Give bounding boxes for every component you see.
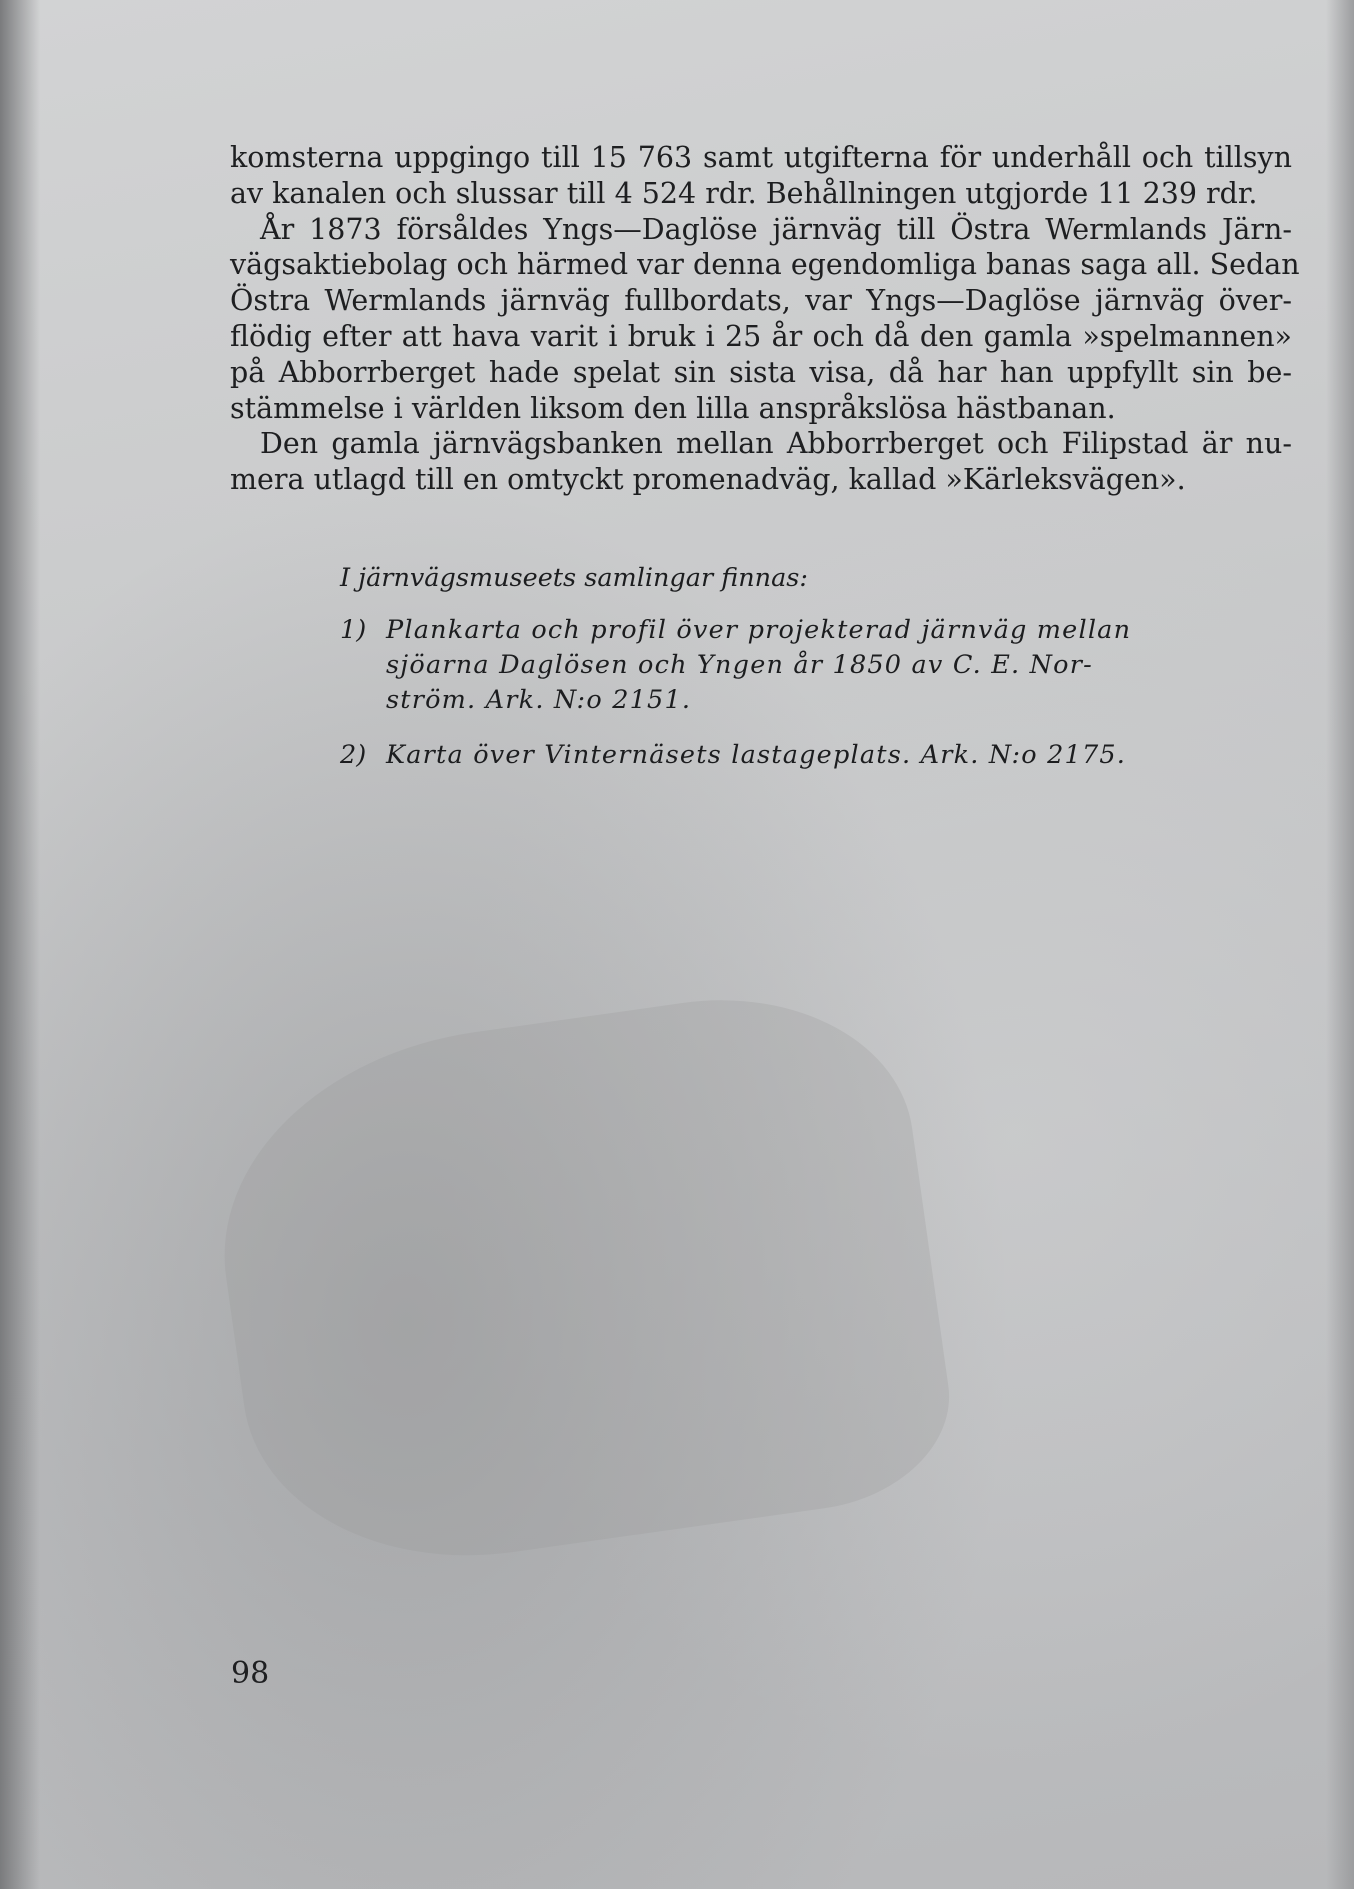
- text-line: vägsaktiebolag och härmed var denna egendomliga banas saga all. Sedan: [230, 248, 1300, 282]
- text-line: stämmelse i världen liksom den lilla anspråkslösa hästbanan.: [230, 391, 1116, 425]
- photo-shadow: [197, 974, 963, 1586]
- item-text: [386, 738, 1126, 773]
- item-number: 1): [340, 615, 367, 645]
- item-number: 2): [340, 740, 367, 770]
- paragraph-3: [230, 426, 1292, 498]
- page-number: 98: [231, 1656, 270, 1691]
- text-line: mera utlagd till en omtyckt promenadväg, kallad »Kärleksvägen».: [230, 463, 1186, 497]
- collections-heading: I järnvägsmuseets samlingar finnas:: [340, 563, 808, 593]
- text-line: År 1873 försåldes Yngs—Daglöse järnväg till Östra Wermlands Järn-: [260, 212, 1292, 246]
- item-text: [386, 613, 1131, 718]
- page-shadow-left: [0, 0, 40, 1889]
- text-line: Östra Wermlands järnväg fullbordats, var Yngs—Daglöse järnväg över-: [230, 284, 1292, 318]
- text-line: Den gamla järnvägsbanken mellan Abborrberget och Filipstad är nu-: [260, 427, 1292, 461]
- item-line: Karta över Vinternäsets lastageplats. Ark. N:o 2175.: [386, 740, 1127, 770]
- item-line: sjöarna Daglösen och Yngen år 1850 av C. E. Nor-: [386, 650, 1093, 680]
- page-shadow-right: [1326, 0, 1354, 1889]
- text-line: på Abborrberget hade spelat sin sista visa, då har han uppfyllt sin be-: [230, 355, 1292, 389]
- body-text: [230, 140, 1300, 498]
- collection-item-1: [340, 613, 1140, 718]
- collection-item-2: [340, 738, 1140, 773]
- item-line: ström. Ark. N:o 2151.: [386, 685, 692, 715]
- text-line: flödig efter att hava varit i bruk i 25 år och då den gamla »spelmannen»: [230, 319, 1292, 353]
- paragraph-2: [230, 212, 1300, 427]
- text-line: av kanalen och slussar till 4 524 rdr. Behållningen utgjorde 11 239 rdr.: [230, 176, 1258, 210]
- paragraph-1: [230, 140, 1292, 212]
- museum-collections: [340, 563, 1140, 793]
- text-line: komsterna uppgingo till 15 763 samt utgifterna för underhåll och tillsyn: [230, 141, 1292, 174]
- item-line: Plankarta och profil över projekterad järnväg mellan: [386, 615, 1132, 645]
